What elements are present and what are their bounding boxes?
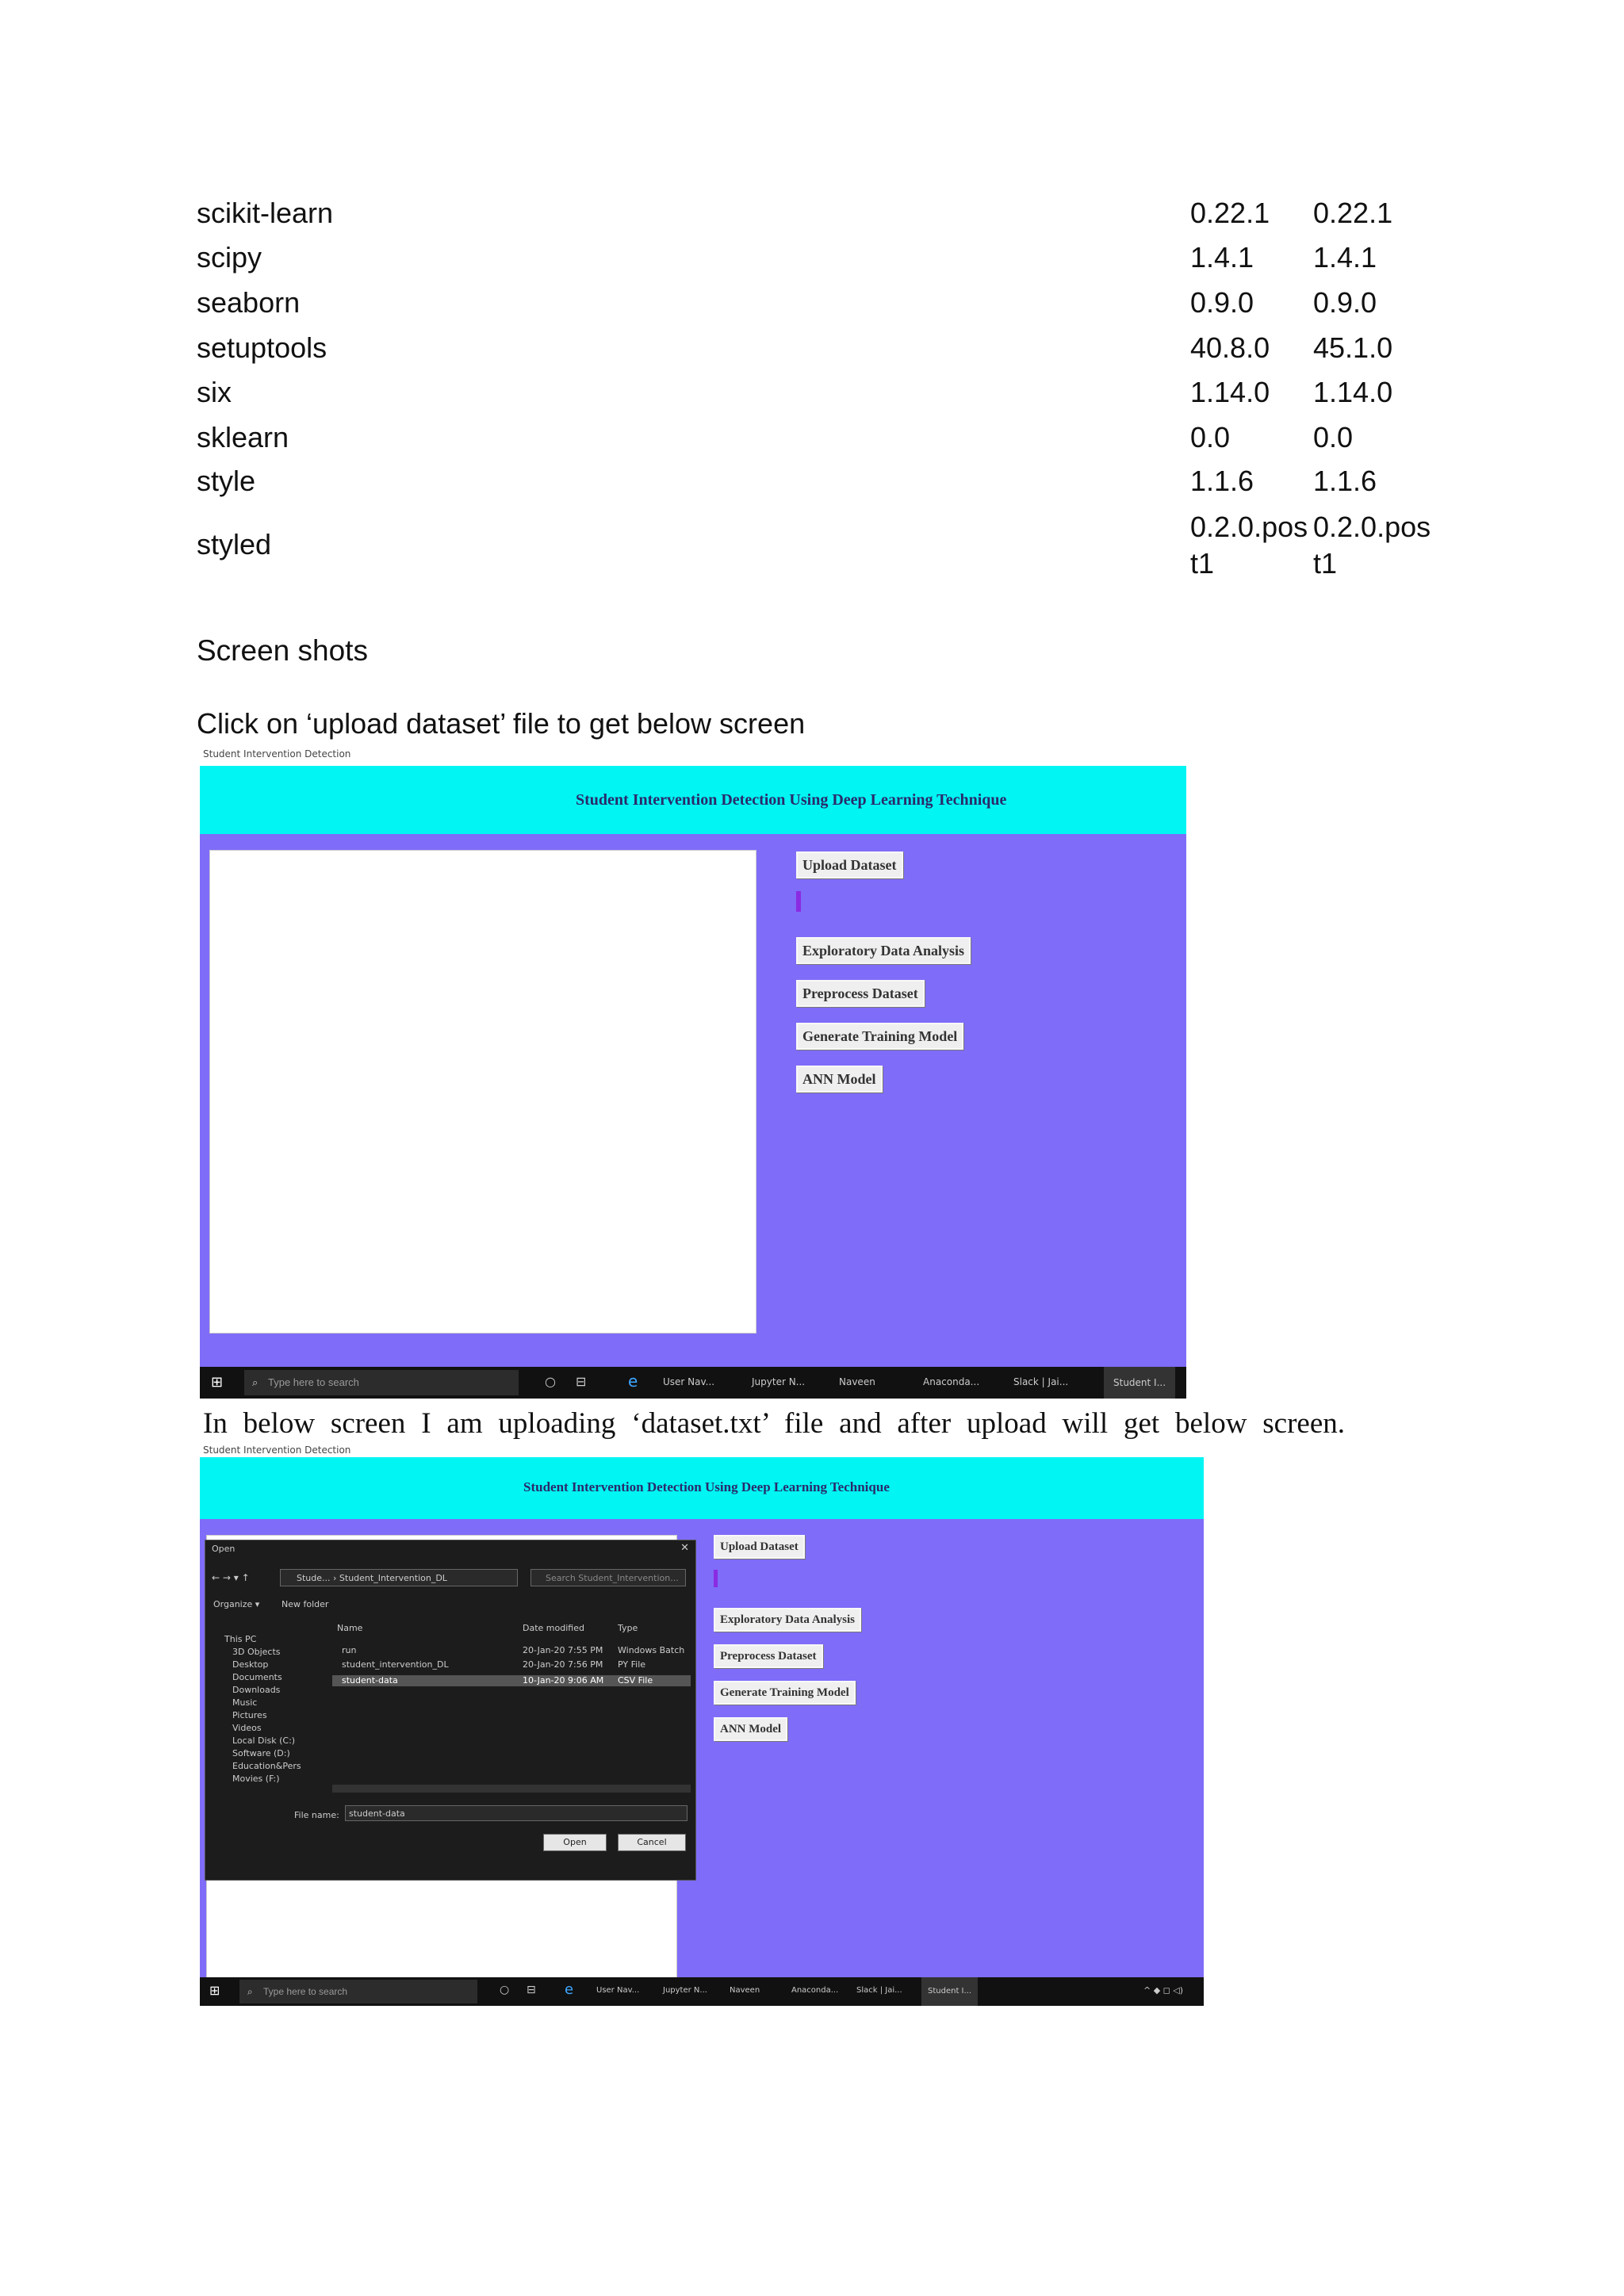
taskbar-item-browser[interactable]: User Nav... xyxy=(663,1376,715,1387)
ann-model-button[interactable]: ANN Model xyxy=(714,1717,787,1741)
package-name: scikit-learn xyxy=(197,197,334,229)
taskbar-item-app[interactable]: Student I... xyxy=(1104,1367,1175,1399)
nav-item[interactable]: Local Disk (C:) xyxy=(232,1735,296,1746)
package-version-1: 0.22.1 xyxy=(1190,197,1270,229)
nav-item[interactable]: Software (D:) xyxy=(232,1748,290,1758)
package-name: setuptools xyxy=(197,331,327,364)
generate-training-model-button[interactable]: Generate Training Model xyxy=(714,1681,856,1705)
generate-training-model-button[interactable]: Generate Training Model xyxy=(796,1023,963,1050)
column-name[interactable]: Name xyxy=(337,1623,363,1633)
package-name: scipy xyxy=(197,241,262,274)
taskbar-item-anaconda[interactable]: Anaconda... xyxy=(923,1376,980,1387)
package-version-2: 1.14.0 xyxy=(1313,376,1393,408)
package-row xyxy=(197,509,1434,582)
package-version-1: 0.2.0.pos t1 xyxy=(1190,511,1308,580)
search-icon: ⌕ xyxy=(252,1376,259,1388)
timeline-icon[interactable]: ⊟ xyxy=(576,1374,587,1389)
search-icon: ⌕ xyxy=(247,1986,253,1997)
windows-taskbar xyxy=(200,1977,1204,2006)
app-screenshot-1 xyxy=(200,763,1186,1399)
dialog-search-field[interactable] xyxy=(530,1569,686,1586)
preprocess-dataset-button[interactable]: Preprocess Dataset xyxy=(796,980,925,1007)
taskbar-item-folder[interactable]: Naveen xyxy=(730,1986,760,1995)
window-caption-2: Student Intervention Detection xyxy=(203,1445,351,1456)
taskbar-item-slack[interactable]: Slack | Jai... xyxy=(1013,1376,1069,1387)
taskbar-item-folder[interactable]: Naveen xyxy=(839,1376,875,1387)
file-name: run xyxy=(342,1645,357,1655)
file-date: 20-Jan-20 7:56 PM xyxy=(523,1659,603,1670)
upload-dataset-button[interactable]: Upload Dataset xyxy=(714,1535,805,1559)
new-folder-button[interactable]: New folder xyxy=(282,1599,329,1609)
section-heading: Screen shots xyxy=(197,634,368,667)
output-textarea[interactable] xyxy=(209,850,756,1334)
package-version-2: 1.1.6 xyxy=(1313,465,1377,497)
package-version-1: 0.0 xyxy=(1190,421,1231,453)
column-date[interactable]: Date modified xyxy=(523,1623,584,1633)
instruction-text: Click on ‘upload dataset’ file to get below screen xyxy=(197,707,806,740)
app-screenshot-2 xyxy=(200,1457,1204,2006)
system-tray-icons[interactable]: ^ ◆ ◻ ◁) xyxy=(1143,1985,1184,1996)
package-version-2: 0.22.1 xyxy=(1313,197,1393,229)
taskbar-item-jupyter[interactable]: Jupyter N... xyxy=(752,1376,806,1387)
file-row[interactable] xyxy=(342,1645,356,1655)
package-version-1: 1.14.0 xyxy=(1190,376,1270,408)
title-bar xyxy=(200,1457,1204,1519)
windows-taskbar xyxy=(200,1367,1186,1399)
task-view-icon[interactable]: ○ xyxy=(545,1374,556,1389)
package-name: style xyxy=(197,465,256,497)
nav-item[interactable]: Music xyxy=(232,1697,258,1708)
file-row-selected[interactable] xyxy=(342,1675,398,1686)
nav-arrows-icon[interactable]: ← → ▾ ↑ xyxy=(212,1572,250,1583)
taskbar-search[interactable] xyxy=(244,1370,519,1395)
package-version-2: 0.0 xyxy=(1313,421,1354,453)
app-title: Student Intervention Detection Using Deep Learning Technique xyxy=(576,791,1007,809)
package-version-1: 1.1.6 xyxy=(1190,465,1254,497)
address-path: Stude... › Student_Intervention_DL xyxy=(297,1573,447,1583)
nav-item[interactable]: Documents xyxy=(232,1672,282,1682)
instruction-text-2: In below screen I am uploading ‘dataset.txt’ file and after upload will get below screen. xyxy=(203,1407,1345,1440)
open-button[interactable]: Open xyxy=(543,1834,607,1851)
file-type: CSV File xyxy=(618,1675,653,1686)
taskbar-item-browser[interactable]: User Nav... xyxy=(596,1986,640,1995)
nav-item[interactable]: Videos xyxy=(232,1723,262,1733)
nav-item[interactable]: Desktop xyxy=(232,1659,269,1670)
edge-icon[interactable]: e xyxy=(565,1981,574,1998)
package-name: six xyxy=(197,376,232,408)
windows-start-icon[interactable]: ⊞ xyxy=(209,1983,220,1998)
package-version-2: 0.9.0 xyxy=(1313,286,1377,319)
nav-item[interactable]: 3D Objects xyxy=(232,1647,281,1657)
organize-button[interactable]: Organize ▾ xyxy=(213,1599,260,1609)
ann-model-button[interactable]: ANN Model xyxy=(796,1066,883,1093)
close-icon[interactable]: ✕ xyxy=(680,1542,689,1554)
filename-field[interactable] xyxy=(345,1805,688,1821)
window-caption-1: Student Intervention Detection xyxy=(203,748,351,760)
file-type: Windows Batch xyxy=(618,1645,685,1655)
taskbar-item-slack[interactable]: Slack | Jai... xyxy=(856,1986,902,1995)
filename-label: File name: xyxy=(294,1810,339,1820)
open-file-dialog xyxy=(205,1540,696,1881)
package-version-2: 45.1.0 xyxy=(1313,331,1393,364)
package-name: sklearn xyxy=(197,421,289,453)
taskbar-search-placeholder: Type here to search xyxy=(268,1376,359,1388)
horizontal-scrollbar[interactable] xyxy=(332,1785,691,1793)
nav-item[interactable]: Pictures xyxy=(232,1710,267,1720)
taskbar-item-app[interactable]: Student I... xyxy=(921,1977,978,2006)
file-date: 20-Jan-20 7:55 PM xyxy=(523,1645,603,1655)
windows-start-icon[interactable]: ⊞ xyxy=(211,1374,224,1391)
package-version-1: 1.4.1 xyxy=(1190,241,1254,274)
package-name: styled xyxy=(197,528,272,561)
file-name: student_intervention_DL xyxy=(342,1659,449,1670)
task-view-icon[interactable]: ○ xyxy=(500,1984,510,1996)
address-bar[interactable] xyxy=(280,1569,518,1586)
taskbar-item-anaconda[interactable]: Anaconda... xyxy=(791,1986,839,1995)
nav-item[interactable]: Downloads xyxy=(232,1685,281,1695)
exploratory-data-analysis-button[interactable]: Exploratory Data Analysis xyxy=(714,1608,861,1632)
file-row[interactable] xyxy=(342,1659,449,1670)
taskbar-item-jupyter[interactable]: Jupyter N... xyxy=(663,1986,707,1995)
path-indicator xyxy=(796,891,801,912)
dialog-title: Open xyxy=(212,1544,236,1554)
edge-icon[interactable]: e xyxy=(628,1372,638,1391)
nav-item[interactable]: Movies (F:) xyxy=(232,1774,280,1784)
file-date: 10-Jan-20 9:06 AM xyxy=(523,1675,604,1686)
nav-item[interactable]: This PC xyxy=(224,1634,257,1644)
package-version-2: 1.4.1 xyxy=(1313,241,1377,274)
taskbar-search-placeholder: Type here to search xyxy=(263,1986,348,1997)
path-indicator xyxy=(714,1570,718,1587)
package-version-1: 40.8.0 xyxy=(1190,331,1270,364)
cancel-button[interactable]: Cancel xyxy=(618,1834,686,1851)
app-title: Student Intervention Detection Using Deep Learning Technique xyxy=(523,1479,890,1494)
file-name: student-data xyxy=(342,1675,398,1686)
nav-item[interactable]: Education&Pers xyxy=(232,1761,301,1771)
package-name: seaborn xyxy=(197,286,301,319)
preprocess-dataset-button[interactable]: Preprocess Dataset xyxy=(714,1644,823,1668)
timeline-icon[interactable]: ⊟ xyxy=(527,1984,536,1996)
title-bar xyxy=(200,766,1186,834)
upload-dataset-button[interactable]: Upload Dataset xyxy=(796,851,903,878)
dialog-search-placeholder: Search Student_Intervention... xyxy=(546,1573,679,1583)
exploratory-data-analysis-button[interactable]: Exploratory Data Analysis xyxy=(796,937,971,964)
package-version-1: 0.9.0 xyxy=(1190,286,1254,319)
package-version-2: 0.2.0.pos t1 xyxy=(1313,511,1431,580)
taskbar-search[interactable] xyxy=(239,1980,477,2003)
filename-value: student-data xyxy=(349,1808,405,1819)
column-type[interactable]: Type xyxy=(618,1623,638,1633)
file-type: PY File xyxy=(618,1659,646,1670)
